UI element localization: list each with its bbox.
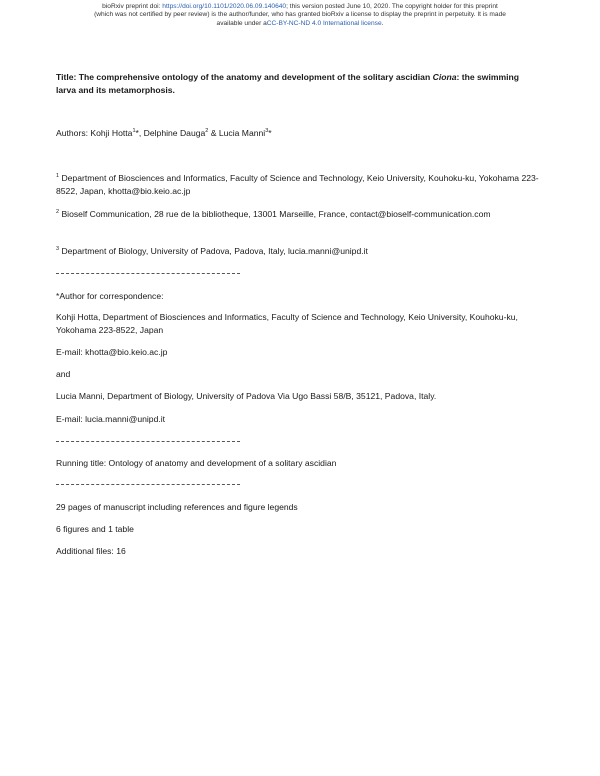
correspondence-and: and bbox=[56, 369, 71, 379]
affiliation-text: Department of Biosciences and Informatics, Faculty of Science and Technology, Keio University, Kouhoku-ku, Yokohama 223-8522, Japan, khotta@bio.keio.ac.jp bbox=[56, 173, 539, 197]
header-line-1 bbox=[40, 3, 560, 11]
author-name: Delphine Dauga bbox=[143, 128, 206, 138]
separator-line bbox=[56, 273, 240, 274]
correspondence-heading: *Author for correspondence: bbox=[56, 291, 164, 301]
correspondence-address-2: Lucia Manni, Department of Biology, University of Padova Via Ugo Bassi 58/B, 35121, Padova, Italy. bbox=[56, 391, 437, 401]
author-separator: & bbox=[208, 128, 219, 138]
title-species: Ciona bbox=[432, 72, 457, 82]
affiliation-number: 2 bbox=[56, 209, 60, 215]
affiliation-2 bbox=[56, 208, 546, 221]
affiliation-text: Bioself Communication, 28 rue de la bibliotheque, 13001 Marseille, France, contact@bioself-communication.com bbox=[59, 209, 491, 219]
author-name: Lucia Manni bbox=[218, 128, 266, 138]
author-affil-sup: 1 bbox=[132, 128, 136, 134]
header-line-3 bbox=[40, 20, 560, 28]
header-line-2: (which was not certified by peer review) is the author/funder, who has granted bioRxiv a license to display the preprint in perpetuity. It is made bbox=[94, 11, 506, 19]
author-affil-sup: 2 bbox=[205, 128, 209, 134]
header-text: . bbox=[381, 19, 384, 27]
additional-files: Additional files: 16 bbox=[56, 546, 126, 556]
affiliation-3 bbox=[56, 245, 546, 258]
page-count: 29 pages of manuscript including references and figure legends bbox=[56, 502, 298, 512]
preprint-header bbox=[40, 3, 560, 28]
doi-link[interactable]: https://doi.org/10.1101/2020.06.09.140640 bbox=[162, 3, 287, 10]
affiliation-1 bbox=[56, 172, 546, 199]
authors-line bbox=[56, 127, 546, 140]
title-text: : the swimming larva and its metamorphosis. bbox=[56, 72, 520, 96]
correspondence-email-2: E-mail: lucia.manni@unipd.it bbox=[56, 414, 166, 424]
affiliation-number: 1 bbox=[56, 173, 60, 179]
header-text: ; this version posted June 10, 2020. The copyright holder for this preprint bbox=[286, 3, 498, 10]
separator-line bbox=[56, 441, 240, 442]
authors-label: Authors: bbox=[56, 128, 91, 138]
header-text: bioRxiv preprint doi: bbox=[102, 3, 163, 10]
figure-count: 6 figures and 1 table bbox=[56, 524, 134, 534]
corresponding-mark: * bbox=[268, 128, 272, 138]
header-text: available under a bbox=[216, 19, 267, 27]
author-name: Kohji Hotta bbox=[90, 128, 133, 138]
correspondence-email-1: E-mail: khotta@bio.keio.ac.jp bbox=[56, 347, 168, 357]
running-title: Running title: Ontology of anatomy and development of a solitary ascidian bbox=[56, 458, 337, 468]
affiliation-number: 3 bbox=[56, 246, 60, 252]
author-affil-sup: 3 bbox=[265, 128, 269, 134]
corresponding-mark: * bbox=[135, 128, 139, 138]
title-text: Title: The comprehensive ontology of the anatomy and development of the solitary ascidian bbox=[56, 72, 433, 82]
affiliation-text: Department of Biology, University of Padova, Padova, Italy, lucia.manni@unipd.it bbox=[59, 246, 368, 256]
correspondence-address-1: Kohji Hotta, Department of Biosciences and Informatics, Faculty of Science and Technology, Keio University, Kouhoku-ku, Yokohama 223-8522, Japan bbox=[56, 312, 518, 336]
separator-line bbox=[56, 484, 240, 485]
paper-title bbox=[56, 71, 536, 98]
author-separator: , bbox=[138, 128, 144, 138]
license-link[interactable]: CC-BY-NC-ND 4.0 International license bbox=[266, 19, 382, 27]
